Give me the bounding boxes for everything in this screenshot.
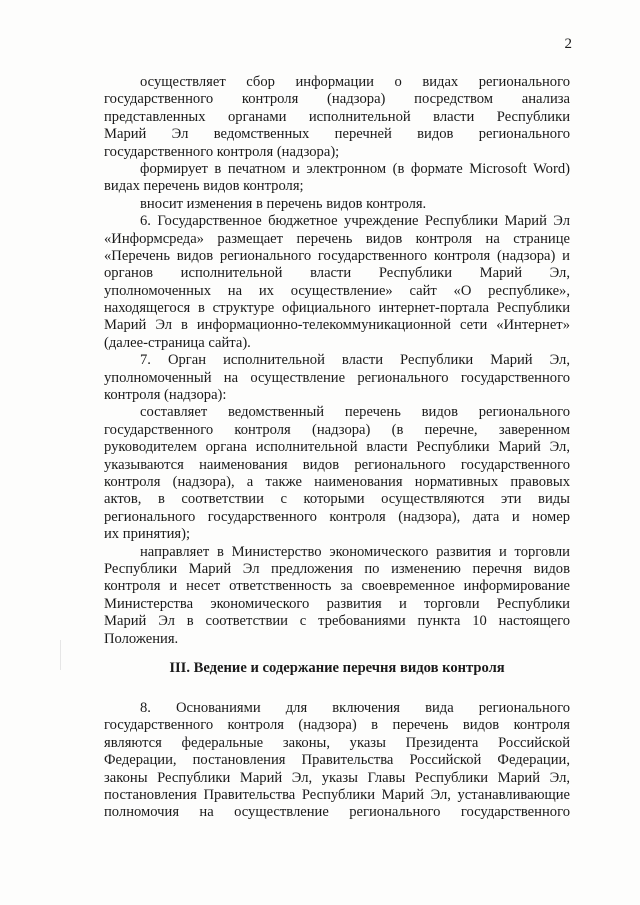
text-line: актов, в соответствии с которыми осуществляются эти виды — [104, 491, 570, 508]
text-line: государственного контроля (надзора) (в перечне, заверенном — [104, 421, 570, 438]
text-line: полномочия на осуществление регионального государственного — [104, 804, 570, 821]
text-line: направляет в Министерство экономического развития и торговли — [140, 543, 570, 560]
text-line: находящегося в структуре официального интернет-портала Республики — [104, 300, 570, 317]
text-line: контроля (надзора), а также наименования нормативных правовых — [104, 473, 570, 490]
text-line: 7. Орган исполнительной власти Республики Марий Эл, — [140, 352, 570, 369]
text-line: контроля и несет ответственность за своевременное информирование — [104, 578, 570, 595]
body-text-lower — [104, 700, 570, 822]
text-line: являются федеральные законы, указы Президента Российской — [104, 734, 570, 751]
text-line: государственного контроля (надзора) в перечень видов контроля — [104, 717, 570, 734]
text-line: руководителем органа исполнительной власти Республики Марий Эл, — [104, 439, 570, 456]
text-line: их принятия); — [104, 526, 191, 543]
text-line: составляет ведомственный перечень видов регионального — [140, 404, 570, 421]
text-line: «Информсреда» размещает перечень видов контроля на странице — [104, 230, 570, 247]
text-line: органов исполнительной власти Республики Марий Эл, — [104, 265, 570, 282]
text-line: Марий Эл в соответствии с требованиями пункта 10 настоящего — [104, 613, 570, 630]
text-line: постановления Правительства Республики Марий Эл, устанавливающие — [104, 786, 570, 803]
text-line: формирует в печатном и электронном (в формате Microsoft Word) — [140, 160, 570, 177]
text-line: вносит изменения в перечень видов контроля. — [140, 195, 427, 212]
text-line: Министерства экономического развития и торговли Республики — [104, 595, 570, 612]
text-line: 8. Основаниями для включения вида регионального — [140, 700, 570, 716]
scan-artifact — [60, 640, 61, 670]
text-line: государственного контроля (надзора) посредством анализа — [104, 91, 570, 108]
text-line: контроля (надзора): — [104, 387, 227, 404]
text-line: Республики Марий Эл предложения по изменению перечня видов — [104, 560, 570, 577]
text-line: Федерации, постановления Правительства Российской Федерации, — [104, 752, 570, 769]
text-line: государственного контроля (надзора); — [104, 143, 340, 160]
text-line: уполномоченный на осуществление регионального государственного — [104, 369, 570, 386]
page-number: 2 — [564, 36, 572, 52]
text-line: 6. Государственное бюджетное учреждение Республики Марий Эл — [140, 213, 570, 230]
text-line: Марий Эл ведомственных перечней видов регионального — [104, 126, 570, 143]
text-line: представленных органами исполнительной власти Республики — [104, 108, 570, 125]
section-heading: III. Ведение и содержание перечня видов контроля — [169, 660, 505, 676]
text-line: Положения. — [104, 630, 179, 647]
text-line: указываются наименования видов регионального государственного — [104, 456, 570, 473]
text-line: уполномоченных на их осуществление» сайт «О республике», — [104, 282, 570, 299]
text-line: осуществляет сбор информации о видах регионального — [140, 74, 570, 90]
body-text-upper — [104, 74, 570, 648]
text-line: Марий Эл в информационно-телекоммуникационной сети «Интернет» — [104, 317, 570, 334]
text-line: «Перечень видов регионального государственного контроля (надзора) и — [104, 247, 570, 264]
text-line: законы Республики Марий Эл, указы Главы Республики Марий Эл, — [104, 769, 570, 786]
text-line: регионального государственного контроля (надзора), дата и номер — [104, 508, 570, 525]
text-line: (далее-страница сайта). — [104, 334, 251, 351]
text-line: видах перечень видов контроля; — [104, 178, 304, 195]
